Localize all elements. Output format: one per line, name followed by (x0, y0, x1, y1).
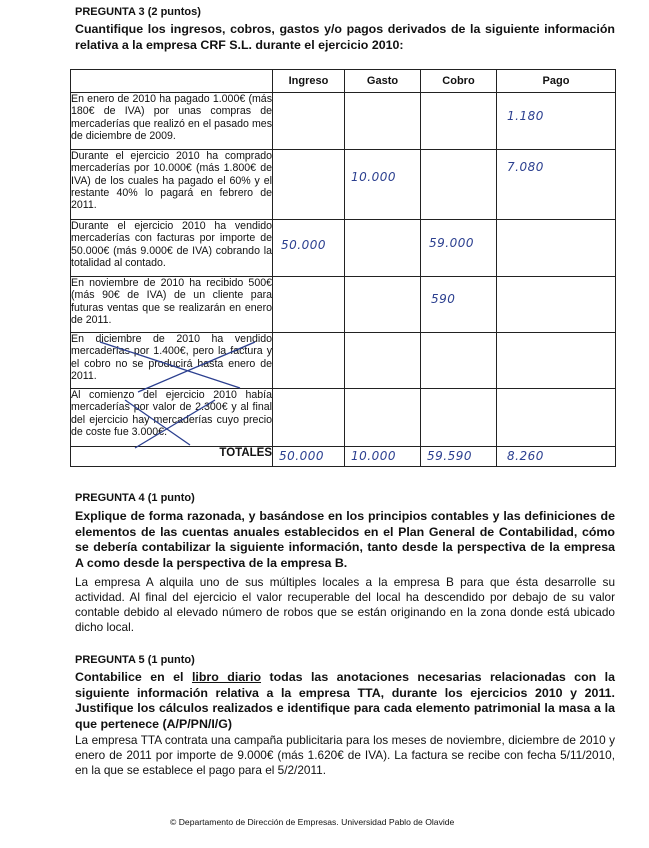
total-gasto: 10.000 (345, 447, 421, 467)
row-description: En enero de 2010 ha pagado 1.000€ (más 180€ de IVA) por unas compras de mercaderías que realizó en el pasado mes de diciembre de 2009. (71, 93, 273, 150)
cell-gasto (345, 277, 421, 333)
cell-gasto (345, 389, 421, 447)
table-row (71, 93, 616, 150)
cell-cobro (421, 150, 497, 220)
row-description: En diciembre de 2010 ha vendido mercaderías por 1.400€, pero la factura y el cobro no se producirá hasta enero de 2011. (71, 333, 273, 389)
header-ingreso: Ingreso (273, 70, 345, 93)
cell-cobro (421, 93, 497, 150)
header-blank-cell (71, 70, 273, 93)
table-row (71, 220, 616, 277)
cell-pago (497, 389, 616, 447)
cell-cobro (421, 389, 497, 447)
cell-ingreso (273, 389, 345, 447)
totals-label: TOTALES (71, 447, 273, 467)
libro-diario-underlined: libro diario (191, 670, 262, 684)
cell-pago: 7.080 (497, 150, 616, 220)
totals-row (71, 447, 616, 467)
q3-title: PREGUNTA 3 (2 puntos) (75, 6, 201, 18)
header-gasto: Gasto (345, 70, 421, 93)
cell-ingreso (273, 93, 345, 150)
cell-ingreso (273, 150, 345, 220)
q5-statement: Contabilice en el libro diario todas las anotaciones necesarias relacionadas con la siguiente información relativa a la empresa TTA, durante los ejercicios 2010 y 2011. Justifique los cálculos realizados e identifique para cada elemento patrimonial la masa a la que pertenece (A/P/PN/I/G) (75, 670, 616, 731)
cell-pago (497, 333, 616, 389)
q3-statement: Cuantifique los ingresos, cobros, gastos y/o pagos derivados de la siguiente información relativa a la empresa CRF S.L. durante el ejercicio 2010: (75, 22, 615, 52)
cell-pago (497, 277, 616, 333)
cell-cobro: 590 (421, 277, 497, 333)
row-description: Durante el ejercicio 2010 ha vendido mercaderías con facturas por importe de 50.000€ (más 9.000€ de IVA) cobrando la totalidad al contado. (71, 220, 273, 277)
q3-table (70, 69, 616, 467)
cell-pago (497, 220, 616, 277)
table-row (71, 277, 616, 333)
cell-gasto (345, 333, 421, 389)
header-pago: Pago (497, 70, 616, 93)
cell-cobro: 59.000 (421, 220, 497, 277)
row-description: En noviembre de 2010 ha recibido 500€ (más 90€ de IVA) de un cliente para futuras ventas que se realizarán en enero de 2011. (71, 277, 273, 333)
total-ingreso: 50.000 (273, 447, 345, 467)
q4-statement: Explique de forma razonada, y basándose en los principios contables y las definiciones de elementos de las cuentas anuales establecidos en el Plan General de Contabilidad, cómo se debería contabilizar la siguiente información, tanto desde la perspectiva de la empresa A como desde la perspectiva de la empresa B. (75, 509, 615, 570)
q5-title: PREGUNTA 5 (1 punto) (75, 654, 195, 666)
header-cobro: Cobro (421, 70, 497, 93)
cell-cobro (421, 333, 497, 389)
cell-gasto: 10.000 (345, 150, 421, 220)
cell-pago: 1.180 (497, 93, 616, 150)
cell-gasto (345, 220, 421, 277)
q5-text: La empresa TTA contrata una campaña publicitaria para los meses de noviembre, diciembre de 2010 y enero de 2011 por importe de 9.000€ (más 1.620€ de IVA). La factura se recibe con fecha 5/11/2010, en la que se establece el pago para el 5/2/2011. (75, 733, 615, 777)
cell-ingreso: 50.000 (273, 220, 345, 277)
table-row (71, 333, 616, 389)
table-header-row (71, 70, 616, 93)
total-cobro: 59.590 (421, 447, 497, 467)
q4-title: PREGUNTA 4 (1 punto) (75, 492, 195, 504)
cell-gasto (345, 93, 421, 150)
table-row (71, 389, 616, 447)
table-row (71, 150, 616, 220)
total-pago: 8.260 (497, 447, 616, 467)
q4-text: La empresa A alquila uno de sus múltiples locales a la empresa B para que ésta desarrolle su actividad. Al final del ejercicio el valor recuperable del local ha descendido por debajo de su valor contable debido al elevado número de robos que se están originando en la zona donde está ubicado dicho local. (75, 575, 615, 634)
cell-ingreso (273, 333, 345, 389)
row-description: Durante el ejercicio 2010 ha comprado mercaderías por 10.000€ (más 1.800€ de IVA) de los cuales ha pagado el 60% y el restante 40% lo pagará en febrero de 2011. (71, 150, 273, 220)
row-description: Al comienzo del ejercicio 2010 había mercaderías por valor de 2.300€ y al final del ejercicio hay mercaderías cuyo precio de coste fue 3.000€. (71, 389, 273, 447)
page-footer: © Departamento de Dirección de Empresas. Universidad Pablo de Olavide (170, 817, 455, 827)
cell-ingreso (273, 277, 345, 333)
